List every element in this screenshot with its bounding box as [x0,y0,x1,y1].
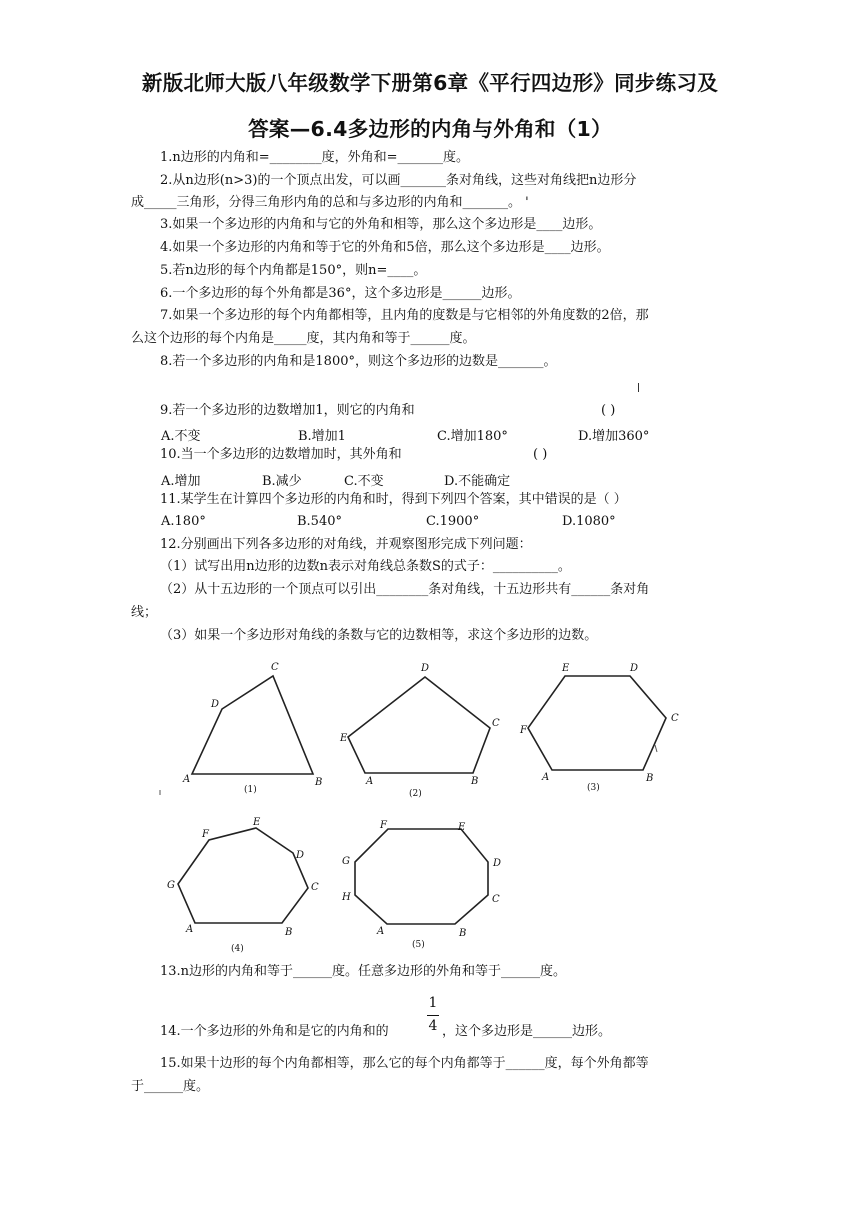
question-10-option-c: C.不变 [344,474,384,489]
question-4: 4.如果一个多边形的内角和等于它的外角和5倍，那么这个多边形是____边形。 [160,240,610,255]
question-9-option-c: C.增加180° [437,429,508,444]
fraction-denominator: 4 [428,1018,438,1034]
question-11-option-d: D.1080° [562,514,616,529]
question-12-part2-line2: 线； [131,605,158,620]
question-11-option-b: B.540° [297,514,342,529]
page-title-line2: 答案—6.4多边形的内角与外角和（1） [248,117,612,141]
question-14-prefix: 14.一个多边形的外角和是它的内角和的 [160,1024,389,1039]
figure-5-label-a: A [377,926,385,937]
question-6: 6.一个多边形的每个外角都是36°，这个多边形是______边形。 [160,286,521,301]
figure-5-label-b: B [459,928,467,939]
question-10: 10.当一个多边形的边数增加时，其外角和 [160,447,402,462]
figure-5-octagon [355,829,488,924]
question-11-option-c: C.1900° [426,514,480,529]
question-9-answer-paren: ( ) [601,403,616,418]
figure-3-label-d: D [630,663,639,674]
figure-4-heptagon [178,828,308,923]
question-9-option-b: B.增加1 [298,429,346,444]
question-10-answer-paren: ( ) [533,447,548,462]
question-11: 11.某学生在计算四个多边形的内角和时，得到下列四个答案，其中错误的是（ ） [160,492,627,507]
figure-1-label-b: B [315,777,323,788]
figure-5-label-f: F [380,820,387,831]
figure-4-label-c: C [311,882,319,893]
figure-5-label-d: D [493,858,502,869]
figure-4-label-f: F [202,829,209,840]
figure-2-pentagon [348,677,490,773]
figure-3-hexagon [528,676,666,770]
fraction-bar [427,1015,439,1016]
question-14-suffix: ，这个多边形是______边形。 [442,1024,612,1039]
figure-3-caption: (3) [587,783,600,793]
figure-3-label-c: C [671,713,679,724]
figure-5-label-e: E [458,822,466,833]
figure-2-label-e: E [340,733,348,744]
figure-2-label-a: A [366,776,374,787]
figure-3-label-b: B [646,773,654,784]
figure-2-label-c: C [492,718,500,729]
question-12: 12.分别画出下列各多边形的对角线，并观察图形完成下列问题： [160,537,532,552]
question-1: 1.n边形的内角和=________度，外角和=_______度。 [160,150,470,165]
figure-1-caption: (1) [244,785,257,795]
figure-1-label-a: A [183,774,191,785]
figure-5-label-h: H [342,892,351,903]
question-12-part1: （1）试写出用n边形的边数n表示对角线总条数S的式子：__________。 [160,559,571,574]
figure-2-label-b: B [471,776,479,787]
figure-4-label-g: G [167,880,175,891]
figure-1-quadrilateral [192,676,313,774]
question-10-option-d: D.不能确定 [444,474,511,489]
question-5: 5.若n边形的每个内角都是150°，则n=____。 [160,263,427,278]
question-15-line1: 15.如果十边形的每个内角都相等，那么它的每个内角都等于______度，每个外角都等 [160,1056,649,1071]
page-title-line1: 新版北师大版八年级数学下册第6章《平行四边形》同步练习及 [141,71,719,95]
figure-5-label-c: C [492,894,500,905]
figure-1-label-d: D [211,699,220,710]
figure-2-caption: (2) [409,789,422,799]
question-10-option-a: A.增加 [161,474,201,489]
question-15-line2: 于______度。 [131,1079,210,1094]
figure-3-label-f: F [520,725,527,736]
figure-4-label-e: E [253,817,261,828]
question-3: 3.如果一个多边形的内角和与它的外角和相等，那么这个多边形是____边形。 [160,217,602,232]
figure-1-label-c: C [271,662,279,673]
figure-4-label-b: B [285,927,293,938]
figure-4-label-d: D [296,850,305,861]
question-12-part2-line1: （2）从十五边形的一个顶点可以引出________条对角线，十五边形共有______条对角 [160,582,650,597]
question-11-option-a: A.180° [161,514,206,529]
question-2-line1: 2.从n边形(n>3)的一个顶点出发，可以画_______条对角线，这些对角线把n边形分 [160,173,637,188]
question-9-option-a: A.不变 [161,429,201,444]
question-7-line2: 么这个边形的每个内角是_____度，其内角和等于______度。 [131,331,476,346]
figure-4-caption: (4) [231,944,244,954]
question-12-part3: （3）如果一个多边形对角线的条数与它的边数相等，求这个多边形的边数。 [160,628,598,643]
figure-2-label-d: D [421,663,430,674]
figure-3-label-a: A [542,772,550,783]
question-7-line1: 7.如果一个多边形的每个内角都相等，且内角的度数是与它相邻的外角度数的2倍，那 [160,308,649,323]
fraction-numerator: 1 [428,995,438,1011]
figure-3-label-e: E [562,663,570,674]
figure-5-caption: (5) [412,940,425,950]
question-9-option-d: D.增加360° [578,429,650,444]
question-2-line2: 成_____三角形，分得三角形内角的总和与多边形的内角和_______。 ' [131,195,529,210]
question-8: 8.若一个多边形的内角和是1800°，则这个多边形的边数是_______。 [160,354,557,369]
question-13: 13.n边形的内角和等于______度。任意多边形的外角和等于______度。 [160,964,567,979]
question-9: 9.若一个多边形的边数增加1，则它的内角和 [160,403,415,418]
question-10-option-b: B.减少 [262,474,302,489]
figure-5-label-g: G [342,856,350,867]
figure-4-label-a: A [186,924,194,935]
